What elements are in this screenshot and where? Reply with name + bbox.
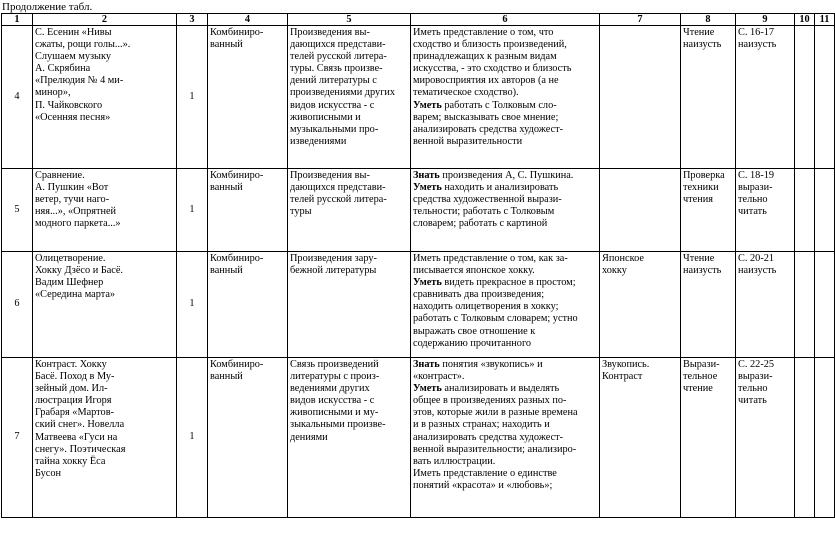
results-text: тельности; работать с Толковым [413,206,555,218]
lesson-content-line: литературы с произ- [290,371,380,383]
lesson-results [411,358,600,518]
lesson-control-line: чтение [683,383,713,395]
lesson-vocabulary [600,26,681,169]
lesson-results-line [413,87,597,99]
lesson-control [681,358,736,518]
results-text: этов, которые жили в разные времена [413,407,578,419]
lesson-content-line: дающихся представи- [290,39,386,51]
lesson-topic-line: Басё. Поход в Му- [35,371,115,383]
lesson-topic-line: П. Чайковского [35,99,103,111]
results-text: сходство и близость произведений, [413,39,567,51]
col-11-cell [815,169,835,252]
lesson-topic-line: Хокку Дзёсо и Басё. [35,265,124,277]
col-10-cell [795,358,815,518]
column-header-3: 3 [177,14,208,26]
lesson-vocabulary [600,169,681,252]
lesson-results-line [413,218,597,230]
lesson-content-line: дениями [290,431,328,443]
lesson-topic-line: ский снег». Новелла [35,419,125,431]
results-text: искусства, - это сходство и близость [413,63,572,75]
lesson-control-line: чтения [683,194,714,206]
lesson-hours: 1 [177,358,208,518]
lesson-type-line: ванный [210,371,243,383]
column-header-6: 6 [411,14,600,26]
lesson-content-line: дений литературы с [290,75,377,87]
lesson-results-line [413,313,597,325]
results-text: понятия «звукопись» и [439,359,543,370]
lesson-type [208,169,288,252]
lesson-control-line: техники [683,182,719,194]
lesson-topic-line: «Середина марта» [35,289,116,301]
results-text: сравнивать два произведения; [413,289,545,301]
lesson-topic-line: А. Скрябина [35,63,91,75]
lesson-topic-line: А. Пушкин «Вот [35,182,109,194]
lesson-results [411,169,600,252]
lesson-homework [736,252,795,358]
column-header-5: 5 [288,14,411,26]
lesson-control [681,169,736,252]
lesson-topic-line: снегу». Поэтическая [35,443,126,455]
results-text: находить и анализировать [441,182,559,194]
lesson-vocabulary [600,252,681,358]
results-text: анализировать и выделять [441,383,560,395]
lesson-homework-line: С. 20-21 [738,253,775,264]
results-text: общее в произведениях разных по- [413,395,567,407]
lesson-results-line [413,359,597,371]
lesson-control-line: Чтение [683,27,715,38]
table-caption: Продолжение табл. [2,1,93,13]
lesson-hours: 1 [177,252,208,358]
lesson-results-line [413,456,597,468]
lesson-homework-line: С. 16-17 [738,27,775,38]
lesson-results-line [413,182,597,194]
lesson-content-line: туры. Связь произве- [290,63,383,75]
lesson-results [411,26,600,169]
lesson-content-line: Произведения вы- [290,27,370,38]
lesson-content-line: ведениями других [290,383,370,395]
lesson-homework-line: читать [738,206,767,218]
lesson-content [288,26,411,169]
lesson-content-line: туры [290,206,312,218]
results-keyword: Знать [413,359,440,370]
lesson-homework-line: читать [738,395,767,407]
lesson-results-line [413,432,597,444]
lesson-results-line [413,383,597,395]
column-header-8: 8 [681,14,736,26]
lesson-topic [33,26,177,169]
results-text: выражать свое отношение к [413,325,536,337]
lesson-results-line [413,395,597,407]
lesson-number: 7 [2,358,33,518]
results-text: словарем; работать с картиной [413,218,548,230]
lesson-content-line: видов искусства - с [290,99,375,111]
lesson-content [288,252,411,358]
lesson-control-line: наизусть [683,265,722,277]
col-10-cell [795,252,815,358]
lesson-type [208,252,288,358]
lesson-topic-line: Бусон [35,467,62,479]
lesson-results [411,252,600,358]
lesson-results-line [413,136,597,148]
results-text: мировосприятия их авторов (а не [413,75,559,87]
results-text: и в разных странах; находить и [413,419,550,431]
col-10-cell [795,26,815,169]
lesson-results-line [413,63,597,75]
lesson-results-line [413,419,597,431]
lesson-topic-line: зейный дом. Ил- [35,383,108,395]
lesson-results-line [413,27,597,39]
column-header-10: 10 [795,14,815,26]
lesson-control-line: наизусть [683,39,722,51]
col-10-cell [795,169,815,252]
lesson-content-line: произведениями других [290,87,396,99]
column-header-11: 11 [815,14,835,26]
lesson-control [681,252,736,358]
results-text: содержанию прочитанного [413,337,532,349]
lesson-topic-line: С. Есенин «Нивы [35,27,112,38]
results-text: находить олицетворения в хокку; [413,301,559,313]
lesson-type-line: ванный [210,265,243,277]
lesson-results-line [413,51,597,63]
lesson-homework-line: вырази- [738,371,773,383]
lesson-type-line: Комбиниро- [210,253,264,264]
results-text: «контраст». [413,371,465,383]
results-keyword: Уметь [413,277,442,289]
lesson-control [681,26,736,169]
lesson-topic-line: Вадим Шефнер [35,277,104,289]
lesson-type-line: Комбиниро- [210,170,264,181]
lesson-number: 4 [2,26,33,169]
results-keyword: Уметь [413,383,442,395]
table-row [2,252,835,358]
lesson-results-line [413,194,597,206]
lesson-homework-line: С. 22-25 [738,359,775,370]
lesson-topic-line: модного паркета...» [35,218,121,230]
lesson-results-line [413,124,597,136]
lesson-homework-line: С. 18-19 [738,170,775,181]
lesson-content-line: бежной литературы [290,265,377,277]
lesson-topic-line: тайна хокку Ёса [35,455,106,467]
table-row [2,169,835,252]
lesson-homework-line: наизусть [738,265,777,277]
lesson-topic-line: няя...», «Опрятней [35,206,117,218]
lesson-homework [736,169,795,252]
lesson-control-line: Вырази- [683,359,720,370]
lesson-vocabulary-line: Звукопись. [602,359,650,370]
results-text: работать с Толковым сло- [441,99,557,111]
lesson-control-line: Проверка [683,170,725,181]
lesson-content-line: живописными и му- [290,407,379,419]
lesson-vocabulary-line: Контраст [602,371,643,383]
lesson-content-line: Произведения вы- [290,170,370,181]
lesson-homework-line: тельно [738,194,768,206]
results-text: тематическое сходство). [413,87,519,99]
lesson-results-line [413,407,597,419]
lesson-content [288,169,411,252]
lesson-content-line: изведениями [290,135,347,147]
lesson-type [208,26,288,169]
lesson-results-line [413,289,597,301]
lesson-content-line: живописными и [290,111,361,123]
lesson-control-line: Чтение [683,253,715,264]
lesson-hours: 1 [177,169,208,252]
results-text: произведения А, С. Пушкина. [439,170,574,181]
lesson-type-line: Комбиниро- [210,27,264,38]
lesson-vocabulary [600,358,681,518]
lesson-topic-line: Контраст. Хокку [35,359,107,370]
lesson-results-line [413,326,597,338]
results-text: понятий «красота» и «любовь»; [413,479,553,491]
lesson-content-line: телей русской литера- [290,194,387,206]
lesson-vocabulary-line: Японское [602,253,644,264]
lesson-type-line: ванный [210,182,243,194]
lesson-results-line [413,480,597,492]
lesson-homework [736,26,795,169]
lesson-results-line [413,277,597,289]
lesson-vocabulary-line: хокку [602,265,627,277]
lesson-topic-line: Слушаем музыку [35,51,111,63]
results-text: венной выразительности; анализиро- [413,443,577,455]
lesson-number: 5 [2,169,33,252]
header-row [2,14,835,26]
lesson-topic-line: Олицетворение. [35,253,106,264]
col-11-cell [815,358,835,518]
lesson-topic-line: ветер, тучи наго- [35,194,110,206]
lesson-content [288,358,411,518]
lesson-topic-line: сжаты, рощи голы...». [35,39,131,51]
results-text: анализировать средства художест- [413,431,564,443]
lesson-homework-line: наизусть [738,39,777,51]
results-keyword: Уметь [413,182,442,194]
results-text: видеть прекрасное в простом; [441,277,576,289]
lesson-topic-line: Матвеева «Гуси на [35,431,118,443]
lesson-results-line [413,371,597,383]
lesson-topic [33,252,177,358]
results-text: Иметь представление о единстве [413,467,557,479]
lesson-topic [33,169,177,252]
lesson-type [208,358,288,518]
lesson-control-line: тельное [683,371,718,383]
results-text: венной выразительности [413,135,523,147]
column-header-2: 2 [33,14,177,26]
lesson-content-line: Произведения зару- [290,253,377,264]
lesson-topic-line: минор», [35,87,71,99]
column-header-9: 9 [736,14,795,26]
lesson-results-line [413,444,597,456]
lesson-hours: 1 [177,26,208,169]
lesson-results-line [413,112,597,124]
lesson-homework [736,358,795,518]
lesson-results-line [413,39,597,51]
column-header-4: 4 [208,14,288,26]
lesson-results-line [413,100,597,112]
results-text: Иметь представление о том, как за- [413,253,568,264]
col-11-cell [815,252,835,358]
lesson-homework-line: вырази- [738,182,773,194]
lesson-topic-line: Грабаря «Мартов- [35,407,114,419]
lesson-content-line: Связь произведений [290,359,379,370]
lesson-results-line [413,75,597,87]
lesson-results-line [413,468,597,480]
results-keyword: Уметь [413,99,442,111]
table-row [2,358,835,518]
column-header-7: 7 [600,14,681,26]
lesson-results-line [413,253,597,265]
results-text: анализировать средства художест- [413,123,564,135]
col-11-cell [815,26,835,169]
lesson-content-line: зыкальными произве- [290,419,386,431]
results-text: Иметь представление о том, что [413,27,554,38]
lesson-results-line [413,265,597,277]
lesson-topic-line: Сравнение. [35,170,85,181]
lesson-results-line [413,206,597,218]
lesson-homework-line: тельно [738,383,768,395]
column-header-1: 1 [2,14,33,26]
lesson-content-line: дающихся представи- [290,182,386,194]
lesson-content-line: музыкальными про- [290,123,379,135]
lesson-topic-line: «Прелюдия № 4 ми- [35,75,124,87]
table-row [2,26,835,169]
results-text: варем; высказывать свое мнение; [413,111,559,123]
lesson-type-line: ванный [210,39,243,51]
lesson-type-line: Комбиниро- [210,359,264,370]
lesson-results-line [413,338,597,350]
lesson-number: 6 [2,252,33,358]
lesson-plan-table [1,13,835,518]
lesson-topic-line: «Осенняя песня» [35,111,111,123]
lesson-topic [33,358,177,518]
results-keyword: Знать [413,170,440,181]
lesson-results-line [413,170,597,182]
results-text: работать с Толковым словарем; устно [413,313,578,325]
lesson-content-line: телей русской литера- [290,51,387,63]
results-text: писывается японское хокку. [413,265,535,277]
results-text: принадлежащих к разным видам [413,51,557,63]
lesson-results-line [413,301,597,313]
lesson-content-line: видов искусства - с [290,395,375,407]
results-text: вать иллюстрации. [413,455,496,467]
lesson-topic-line: люстрация Игоря [35,395,112,407]
results-text: средства художественной вырази- [413,194,562,206]
